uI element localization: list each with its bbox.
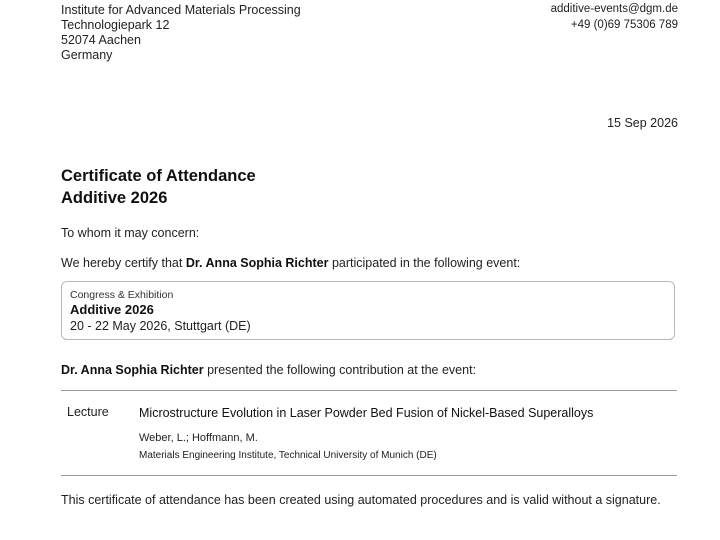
footer-note: This certificate of attendance has been created using automated procedures and is valid without a signature. bbox=[61, 493, 661, 507]
presented-statement bbox=[61, 363, 476, 377]
certify-suffix: participated in the following event: bbox=[331, 256, 521, 270]
document-title bbox=[61, 165, 256, 209]
event-type: Congress & Exhibition bbox=[70, 289, 174, 301]
contribution-authors: Weber, L.; Hoffmann, M. bbox=[139, 432, 258, 444]
contact-email[interactable]: additive-events@dgm.de bbox=[550, 3, 678, 15]
contact-block bbox=[551, 1, 678, 33]
title-line-1: Certificate of Attendance bbox=[61, 167, 256, 185]
contribution-affiliation: Materials Engineering Institute, Technical University of Munich (DE) bbox=[139, 450, 437, 461]
address-line-3: 52074 Aachen bbox=[61, 33, 141, 47]
contribution-type: Lecture bbox=[67, 405, 109, 419]
sender-address bbox=[61, 3, 301, 63]
address-line-1: Institute for Advanced Materials Processing bbox=[61, 3, 301, 17]
event-name: Additive 2026 bbox=[70, 302, 154, 317]
contribution-title: Microstructure Evolution in Laser Powder Bed Fusion of Nickel-Based Superalloys bbox=[139, 406, 594, 420]
certify-prefix: We hereby certify that bbox=[61, 256, 183, 270]
salutation: To whom it may concern: bbox=[61, 226, 200, 240]
event-box bbox=[61, 281, 675, 340]
event-dates-location: 20 - 22 May 2026, Stuttgart (DE) bbox=[70, 319, 251, 333]
presenter-name: Dr. Anna Sophia Richter bbox=[61, 363, 204, 377]
presented-suffix: presented the following contribution at the event: bbox=[207, 363, 477, 377]
attendee-name: Dr. Anna Sophia Richter bbox=[185, 256, 329, 270]
address-line-4: Germany bbox=[61, 48, 113, 62]
divider-bottom bbox=[61, 475, 677, 476]
divider-top bbox=[61, 390, 677, 391]
contact-phone: +49 (0)69 75306 789 bbox=[570, 19, 678, 31]
certify-statement bbox=[61, 256, 520, 270]
document-date: 15 Sep 2026 bbox=[607, 116, 678, 130]
address-line-2: Technologiepark 12 bbox=[61, 18, 170, 32]
title-line-2: Additive 2026 bbox=[61, 189, 168, 207]
